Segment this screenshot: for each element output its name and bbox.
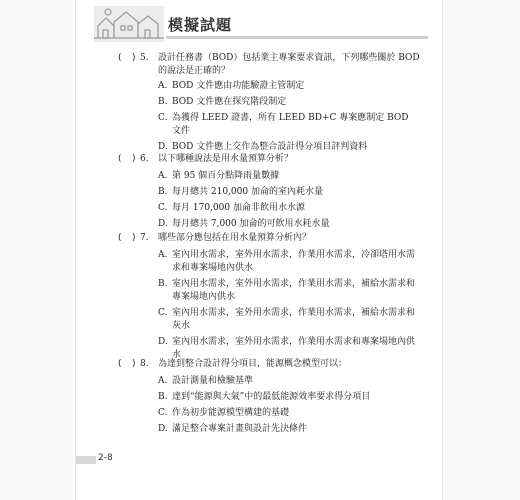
page-title: 模擬試題 <box>168 16 233 34</box>
question-stem: 設計任務書（BOD）包括業主專案要求資訊，下列哪些關於 BOD 的說法是正確的？ <box>158 53 420 76</box>
option-d: D. 室內用水需求，室外用水需求，作業用水需求和專案場地內供水 <box>158 337 416 360</box>
question-number: 8. <box>140 359 149 369</box>
option-b: B. 室內用水需求，室外用水需求，作業用水需求，補給水需求和專案場地內供水 <box>158 279 416 302</box>
question-stem: 為達到整合設計得分項目，能源概念模型可以： <box>158 359 348 369</box>
page-header <box>94 6 434 44</box>
page-footer <box>76 453 116 467</box>
option-c: C. 為獲得 LEED 證書，所有 LEED BD+C 專案應制定 BOD 文件 <box>158 113 409 136</box>
option-d: D. BOD 文件應上交作為整合設計得分項目評判資料 <box>158 142 368 152</box>
option-d: D. 滿足整合專案計畫與設計先決條件 <box>158 424 308 434</box>
question-stem: 哪些部分應包括在用水量預算分析內？ <box>158 233 312 243</box>
option-c: C. 作為初步能源模型構建的基礎 <box>158 408 290 418</box>
page-margin-left <box>0 0 76 500</box>
question-stem: 以下哪種說法是用水量預算分析？ <box>158 154 294 164</box>
option-a: A. BOD 文件應由功能驗證主管制定 <box>158 81 305 91</box>
option-a: A. 設計測量和檢驗基準 <box>158 376 254 386</box>
options-list <box>158 375 420 439</box>
options-list <box>158 170 420 234</box>
header-divider <box>166 36 428 39</box>
page-number: 2-8 <box>98 453 113 463</box>
option-c: C. 室內用水需求，室外用水需求，作業用水需求，補給水需求和灰水 <box>158 308 416 331</box>
question-number: 6. <box>140 154 149 164</box>
question-number: 5. <box>140 53 149 63</box>
option-a: A. 室內用水需求，室外用水需求，作業用水需求，冷卻塔用水需求和專案場地內供水 <box>158 250 416 273</box>
option-c: C. 每月 170,000 加侖非飲用水水源 <box>158 203 305 213</box>
options-list <box>158 80 420 157</box>
houses-logo-icon <box>94 6 164 42</box>
question-number: 7. <box>140 233 149 243</box>
options-list <box>158 249 420 365</box>
footer-tab-bar <box>76 456 96 464</box>
option-d: D. 每月總共 7,000 加侖的可飲用水耗水量 <box>158 219 330 229</box>
option-b: B. 每月總共 210,000 加侖的室內耗水量 <box>158 187 323 197</box>
page-margin-right <box>442 0 520 500</box>
option-b: B. 達到“能源與大氣”中的最低能源效率要求得分項目 <box>158 392 371 402</box>
option-a: A. 第 95 個百分點降雨量數據 <box>158 171 280 181</box>
option-b: B. BOD 文件應在探究階段制定 <box>158 97 287 107</box>
